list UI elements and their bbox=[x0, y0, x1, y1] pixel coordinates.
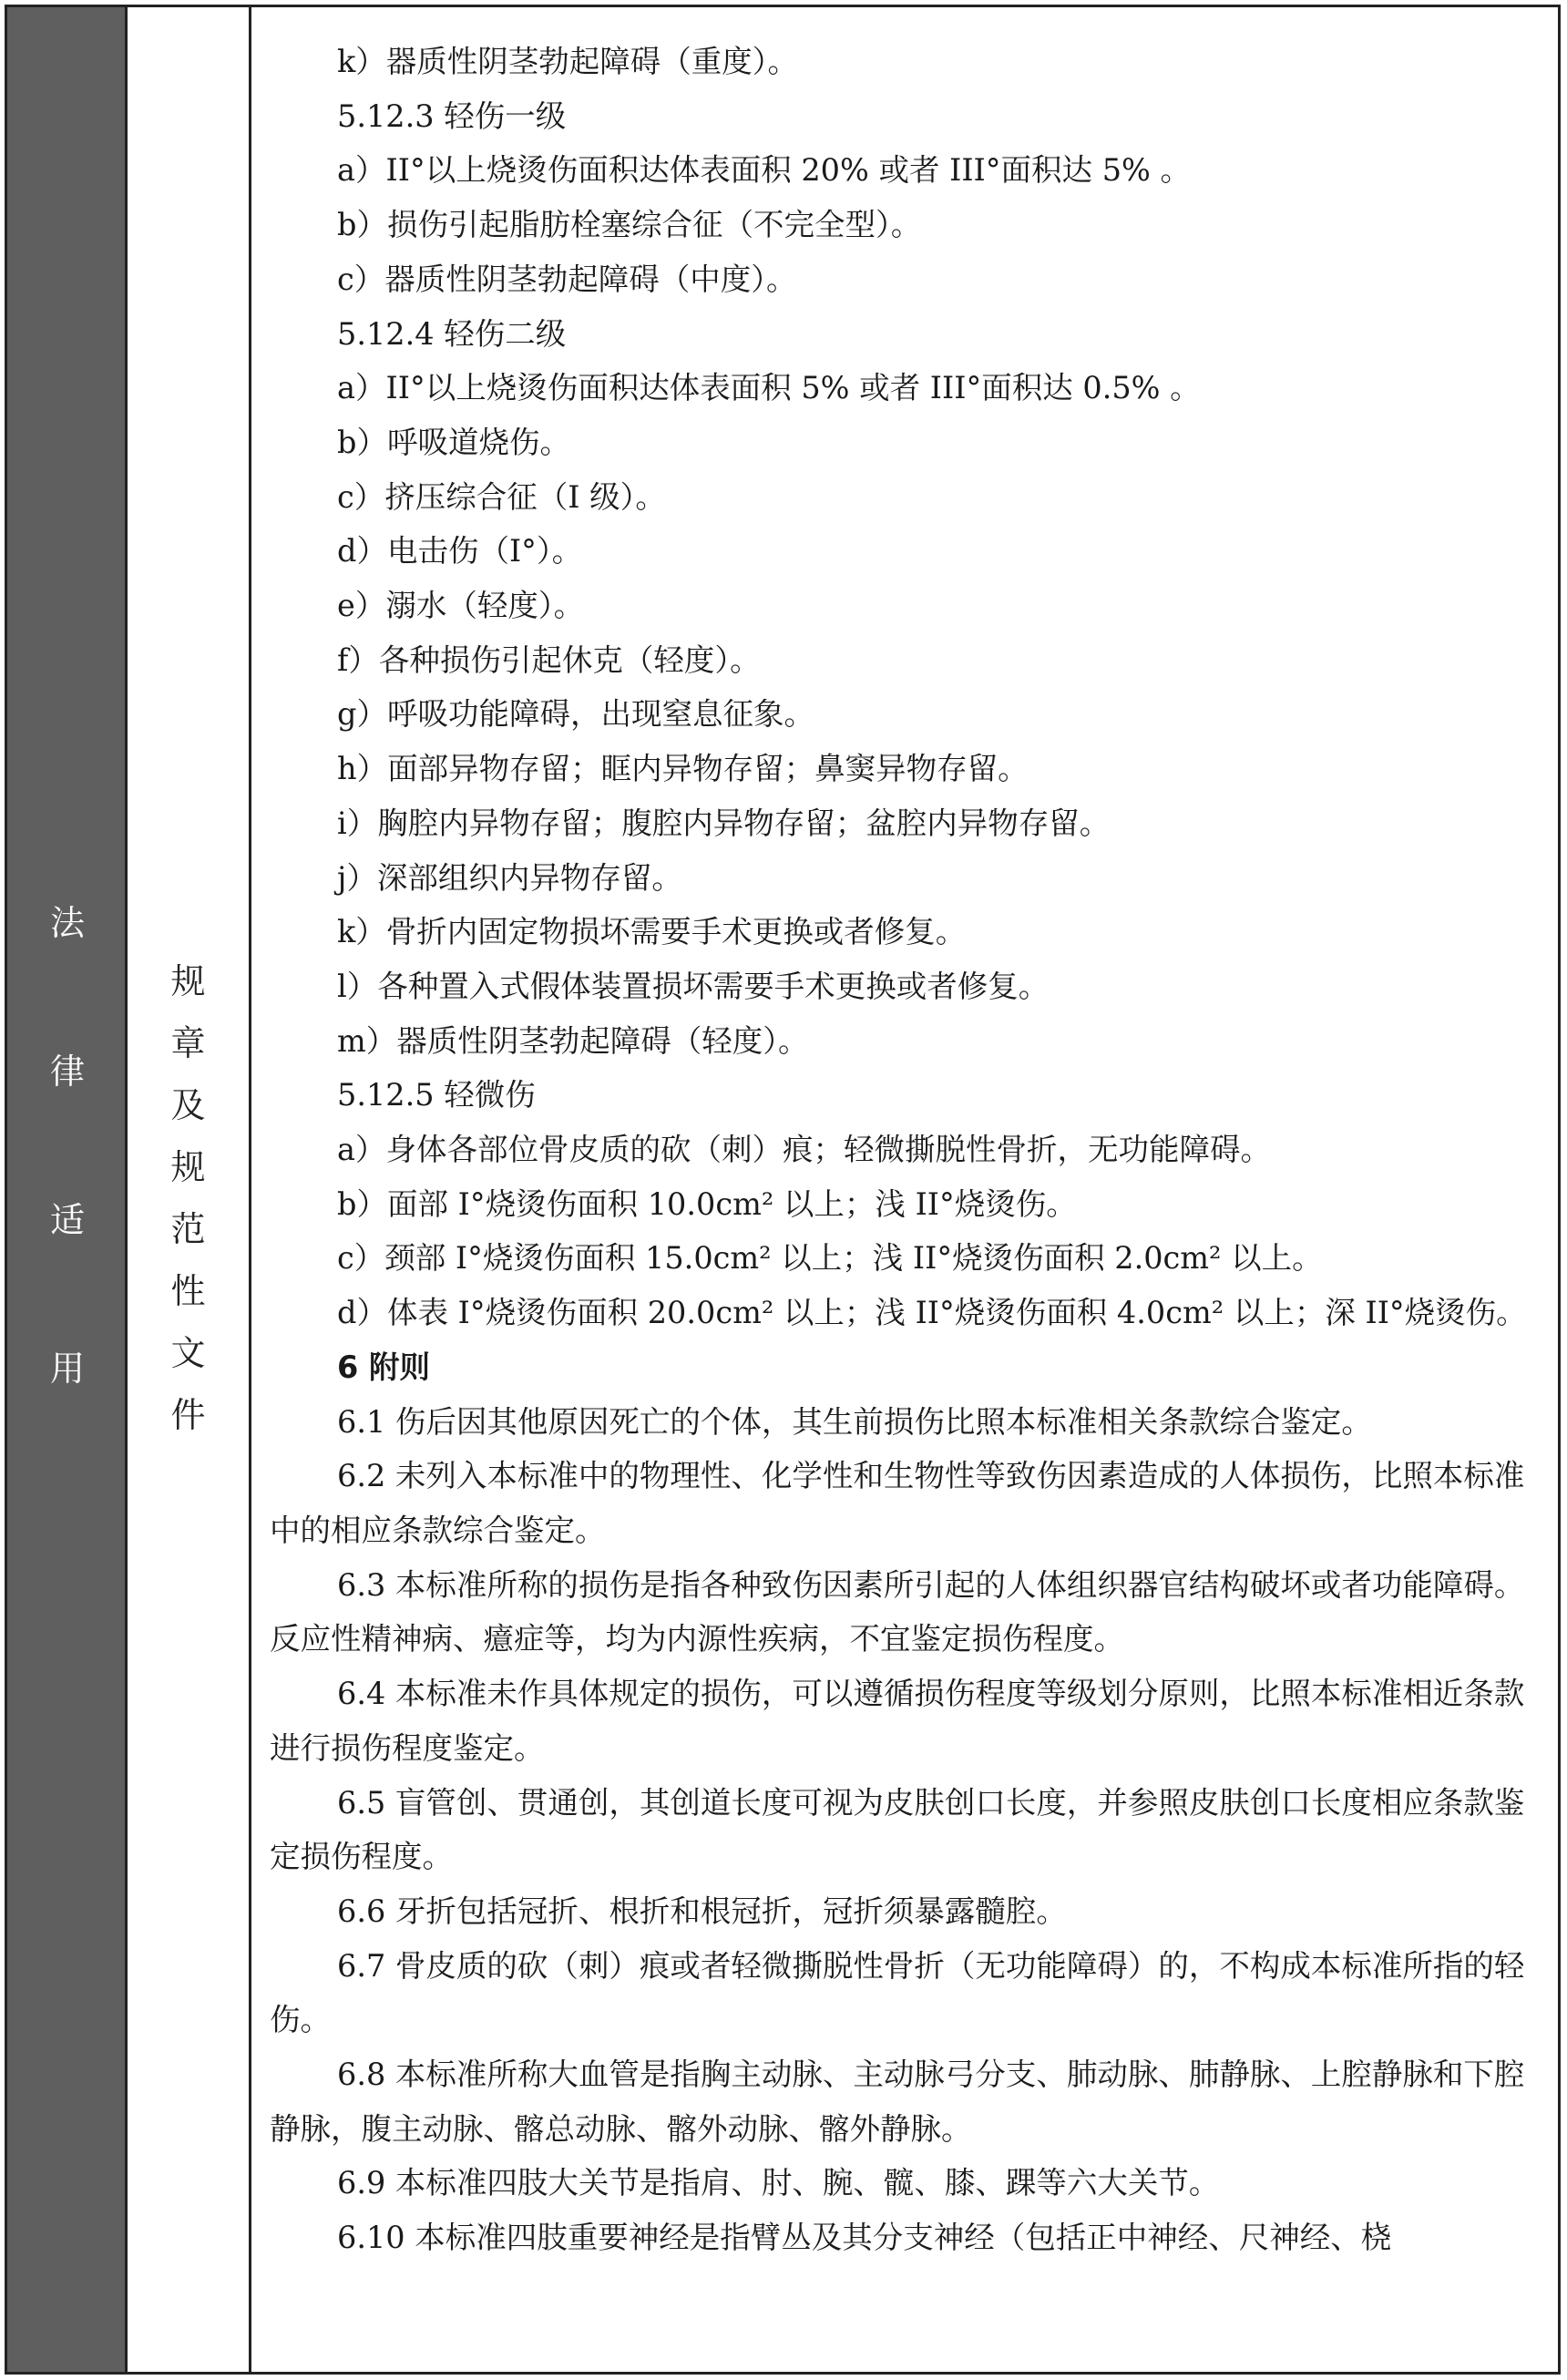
document-body bbox=[270, 35, 1554, 2265]
subcategory-char: 章 bbox=[170, 1023, 206, 1063]
text-line: f）各种损伤引起休克（轻度）。 bbox=[337, 641, 761, 678]
text-line: m）器质性阴茎勃起障碍（轻度）。 bbox=[337, 1022, 809, 1059]
text-line: i）胸腔内异物存留；腹腔内异物存留；盆腔内异物存留。 bbox=[337, 805, 1111, 841]
text-line: 6.6 牙折包括冠折、根折和根冠折，冠折须暴露髓腔。 bbox=[337, 1893, 1067, 1929]
text-line: c）颈部 I°烧烫伤面积 15.0cm² 以上；浅 II°烧烫伤面积 2.0cm² 以上。 bbox=[337, 1240, 1323, 1277]
text-line: 6.3 本标准所称的损伤是指各种致伤因素所引起的人体组织器官结构破坏或者功能障碍。反应性精神病、癔症等，均为内源性疾病，不宜鉴定损伤程度。 bbox=[270, 1566, 1525, 1657]
text-line: k）器质性阴茎勃起障碍（重度）。 bbox=[337, 44, 799, 79]
subcategory-column bbox=[128, 7, 251, 2372]
page-frame bbox=[5, 5, 1561, 2375]
subcategory-label bbox=[128, 950, 249, 1446]
subcategory-char: 范 bbox=[170, 1209, 206, 1249]
text-line: k）骨折内固定物损坏需要手术更换或者修复。 bbox=[337, 914, 967, 950]
text-line: d）电击伤（I°）。 bbox=[337, 533, 583, 569]
subcategory-char: 件 bbox=[170, 1395, 206, 1435]
text-line: g）呼吸功能障碍，出现窒息征象。 bbox=[337, 696, 814, 733]
text-line: a）身体各部位骨皮质的砍（刺）痕；轻微撕脱性骨折，无功能障碍。 bbox=[337, 1132, 1271, 1168]
category-char: 法 bbox=[49, 903, 85, 943]
subcategory-char: 规 bbox=[170, 1147, 206, 1187]
text-line: j）深部组织内异物存留。 bbox=[337, 859, 682, 896]
category-char: 律 bbox=[49, 1052, 85, 1092]
subcategory-char: 文 bbox=[170, 1333, 206, 1373]
text-line: 6.8 本标准所称大血管是指胸主动脉、主动脉弓分支、肺动脉、肺静脉、上腔静脉和下腔静脉，腹主动脉、髂总动脉、髂外动脉、髂外静脉。 bbox=[270, 2057, 1525, 2147]
category-char: 用 bbox=[49, 1349, 85, 1389]
text-line: d）体表 I°烧烫伤面积 20.0cm² 以上；浅 II°烧烫伤面积 4.0cm² 以上；深 II°烧烫伤。 bbox=[337, 1295, 1527, 1331]
text-line: 6.7 骨皮质的砍（刺）痕或者轻微撕脱性骨折（无功能障碍）的，不构成本标准所指的轻伤。 bbox=[270, 1947, 1525, 2038]
text-line: 5.12.5 轻微伤 bbox=[337, 1077, 536, 1113]
subcategory-char: 性 bbox=[170, 1271, 206, 1311]
text-line: b）呼吸道烧伤。 bbox=[337, 424, 570, 460]
text-line: h）面部异物存留；眶内异物存留；鼻窦异物存留。 bbox=[337, 751, 1029, 787]
text-line: 6.10 本标准四肢重要神经是指臂丛及其分支神经（包括正中神经、尺神经、桡 bbox=[337, 2220, 1392, 2256]
section-heading: 6 附则 bbox=[337, 1349, 430, 1385]
subcategory-char: 规 bbox=[170, 961, 206, 1001]
subcategory-char: 及 bbox=[170, 1085, 206, 1125]
text-line: b）面部 I°烧烫伤面积 10.0cm² 以上；浅 II°烧烫伤。 bbox=[337, 1185, 1077, 1222]
content-column bbox=[251, 7, 1558, 2372]
text-line: a）II°以上烧烫伤面积达体表面积 20% 或者 III°面积达 5% 。 bbox=[337, 152, 1191, 189]
text-line: 6.9 本标准四肢大关节是指肩、肘、腕、髋、膝、踝等六大关节。 bbox=[337, 2165, 1220, 2201]
text-line: a）II°以上烧烫伤面积达体表面积 5% 或者 III°面积达 0.5% 。 bbox=[337, 370, 1201, 406]
text-line: l）各种置入式假体装置损坏需要手术更换或者修复。 bbox=[337, 968, 1050, 1004]
text-line: 5.12.3 轻伤一级 bbox=[337, 97, 567, 134]
text-line: 6.4 本标准未作具体规定的损伤，可以遵循损伤程度等级划分原则，比照本标准相近条款进行损伤程度鉴定。 bbox=[270, 1676, 1525, 1766]
text-line: 6.2 未列入本标准中的物理性、化学性和生物性等致伤因素造成的人体损伤，比照本标准中的相应条款综合鉴定。 bbox=[270, 1458, 1525, 1548]
category-char: 适 bbox=[49, 1200, 85, 1240]
text-line: 6.1 伤后因其他原因死亡的个体，其生前损伤比照本标准相关条款综合鉴定。 bbox=[337, 1403, 1372, 1440]
text-line: 5.12.4 轻伤二级 bbox=[337, 315, 567, 352]
category-label bbox=[7, 896, 128, 1490]
category-column bbox=[7, 7, 128, 2372]
text-line: c）挤压综合征（I 级）。 bbox=[337, 478, 666, 515]
text-line: 6.5 盲管创、贯通创，其创道长度可视为皮肤创口长度，并参照皮肤创口长度相应条款鉴定损伤程度。 bbox=[270, 1784, 1525, 1875]
text-line: c）器质性阴茎勃起障碍（中度）。 bbox=[337, 261, 797, 297]
text-line: b）损伤引起脂肪栓塞综合征（不完全型）。 bbox=[337, 207, 922, 243]
text-line: e）溺水（轻度）。 bbox=[337, 588, 585, 624]
